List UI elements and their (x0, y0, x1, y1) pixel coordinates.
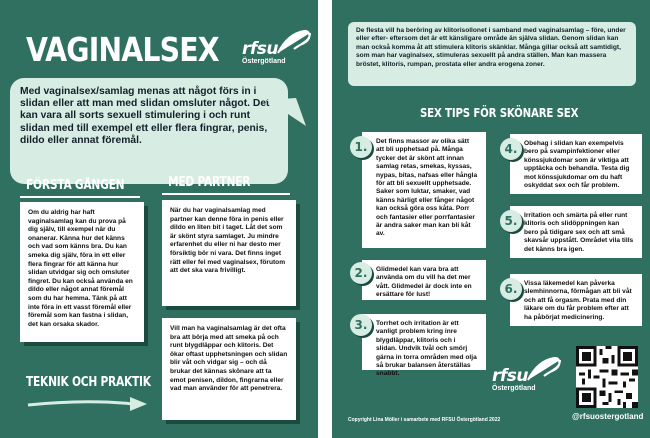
speech-bubble-tail-icon (266, 98, 306, 128)
social-handle: @rfsuostergotland (572, 412, 644, 421)
tip-5-number: 5. (500, 210, 522, 232)
tip-5-text: Irritation och smärta på eller runt klitoris och slidöppningen kan bero på tidigare sex och att små skavsår uppstått. Området vila tills det känns bra igen. (510, 206, 642, 258)
tips-title: SEX TIPS FÖR SKÖNARE SEX (420, 106, 579, 120)
tip-1-text: Det finns massor av olika sätt att bli upphetsad på. Många tycker det är skönt att innan samlag retas, smekas, kyssas, nypas, bitas, nafsas eller hångla för att bli sexuellt upphetsade. Saker som luktar, smaker, vad känns härligt eller fånger något kan också göra oss kåta. Porr och fantasier eller porrfantasier är andra saker man kan bli kåt av. (362, 132, 486, 248)
vaginalsex-card-front (0, 0, 318, 438)
tip-1-number: 1. (350, 136, 372, 158)
tip-3-text: Torrhet och irritation är ett vanligt problem kring inre blygdläppar, klitoris och i slidan. Undvik tvål och smörj gärna in torra områden med olja så brukar balansen återställas snabbt. (362, 314, 486, 370)
heading-forsta-gangen: FÖRSTA GÅNGEN (26, 178, 125, 193)
logo-region: Östergötland (242, 58, 286, 65)
heading-teknik-och-praktik: TEKNIK OCH PRAKTIK (26, 375, 151, 390)
divider (162, 193, 290, 195)
tip-2-text: Glidmedel kan vara bra att använda om du vill ha det mer vått. Glidmedel är dock inte en ersättare för lust! (362, 260, 486, 300)
page-title: VAGINALSEX (26, 30, 219, 69)
heart-swoosh-icon (524, 354, 562, 384)
divider (20, 196, 140, 198)
tip-6-number: 6. (500, 278, 522, 300)
copyright-text: Copyright Lina Möller i samarbete med RFSU Östergötland 2022 (348, 417, 501, 423)
forsta-gangen-text: Om du aldrig har haft vaginalsamlag kan du prova på dig själv, till exempel när du onanerar. Känna hur det känns och vad som känns bra. Du kan smeka dig själv, föra in ett eller flera fingrar för att känna hur slidan utvidgar sig och omsluter fingret. Du kan också använda en dildo eller något annat föremål som du har hemma. Tänk på att inte föra in ett vasst föremål eller föremål som kan fastna i slidan, det kan orsaka skador. (20, 202, 144, 342)
tip-4-text: Obehag i slidan kan exempelvis bero på svampinfektioner eller könssjukdomar som är viktiga att upptäcka och behandla. Testa dig mot könssjukdomar om du haft oskyddat sex och får problem. (510, 134, 642, 194)
rfsu-logo (242, 41, 286, 66)
tip-6-text: Vissa läkemedel kan påverka slemhinnorna, förmågan att bli våt och att få orgasm. Prata med din läkare om du får problem efter att ha påbörjat medicinering. (510, 274, 642, 326)
heart-swoosh-icon (274, 27, 312, 57)
logo-brand: rfsu (242, 39, 279, 59)
intro-speech-bubble: Med vaginalsex/samlag menas att något förs in i slidan eller att man med slidan omsluter något. Det kan vara all sorts sexuell stimulering i och runt slidan med till exempel ett eller flera fingrar, penis, dildo eller annat föremål. (10, 78, 288, 184)
vaginalsex-card-back (332, 0, 650, 438)
arrow-right-icon (26, 395, 150, 413)
tip-4-number: 4. (500, 138, 522, 160)
klitoris-info-box: De flesta vill ha beröring av klitorisollonet i samband med vaginalsamlag – före, under eller efter- eftersom det är ett känsligare område än själva slidan. Genom slidan kan man också komma åt att stimulera klitoris skänklar. Många gillar också att samtidigt, som man har vaginalsex, stimuleras sexuellt på andra ställen. Man kan massera bröstet, klitoris, rumpan, prostata eller andra erogena zoner. (348, 22, 636, 86)
logo-brand: rfsu (492, 366, 529, 386)
tip-3-number: 3. (350, 314, 372, 336)
heading-med-partner: MED PARTNER (168, 175, 251, 190)
qr-code-icon[interactable] (576, 346, 638, 408)
med-partner-text-1: När du har vaginalsamlag med partner kan denne föra in penis eller dildo en liten bit i taget. Låt det som är skönt styra samlaget. Ju mindre erfarenhet du eller ni har desto mer försiktig bör ni vara. Det finns inget rätt eller fel med vaginalsex, förutom att det ska vara frivilligt. (162, 200, 296, 306)
tip-2-number: 2. (350, 262, 372, 284)
rfsu-logo (492, 368, 536, 393)
med-partner-text-2: Vill man ha vaginalsamlag är det ofta bra att börja med att smeka på och runt blygdläppar och klitoris. Det ökar oftast upphetsningen och slidan blir våt och vidgar sig – och då brukar det kännas skönare att ta emot penisen, dildon, fingrarna eller vad man använder för att penetrera. (162, 318, 296, 420)
logo-region: Östergötland (492, 385, 536, 392)
